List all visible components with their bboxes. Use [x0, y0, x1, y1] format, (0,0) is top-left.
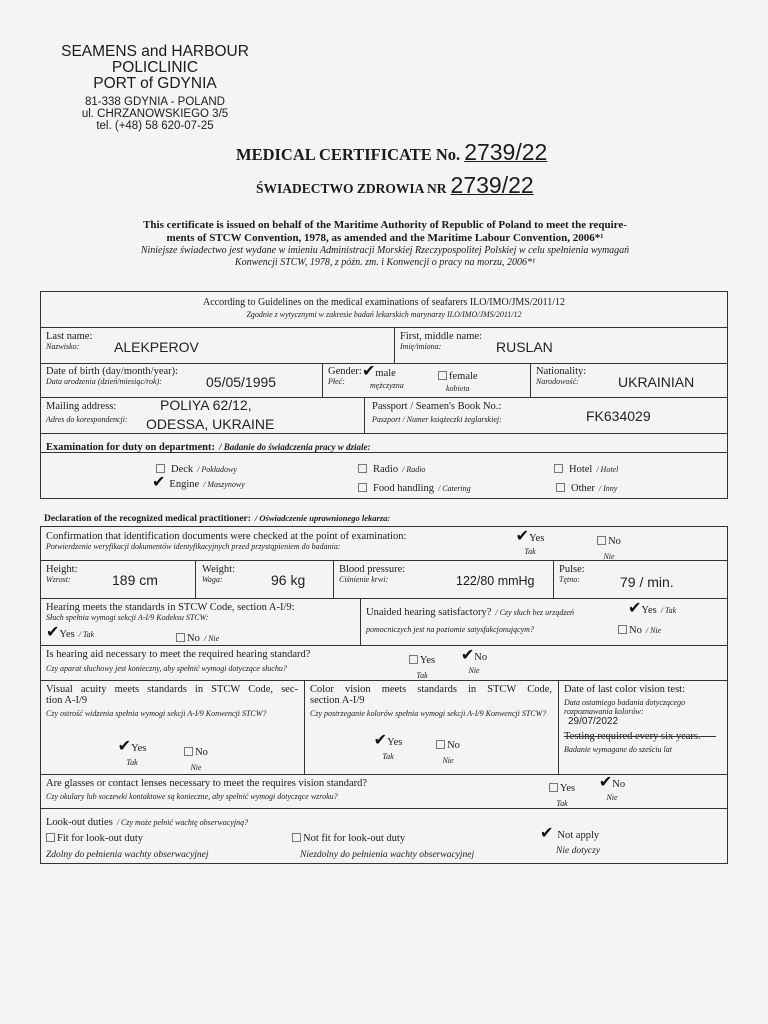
id-check-question: Confirmation that identification documents were checked at the point of examination: Potwierdzenie weryfikacji dokumentów identyfikacyjnych przed przystąpieniem do badania: — [46, 531, 407, 551]
visual-acuity-question: Visual acuity meets standards in STCW Code, sec- tion A-I/9 Czy ostrość widzenia spełnia wymogi sekcji A-I/9 Konwencji STCW? — [46, 684, 298, 718]
checkbox-icon — [292, 833, 301, 842]
dept-hotel-option[interactable]: Hotel / Hotel — [554, 459, 618, 477]
gender-female-option[interactable]: female kobieta — [438, 366, 478, 393]
department-label: Examination for duty on department: / Badanie do świadczenia pracy w dziale: — [46, 442, 371, 453]
address-line-2: ODESSA, UKRAINE — [146, 416, 275, 432]
checkbox-icon — [184, 747, 193, 756]
check-mark-icon: ✔ — [540, 823, 554, 842]
checkbox-icon — [436, 740, 445, 749]
dept-radio-option[interactable]: Radio / Radio — [358, 459, 425, 477]
clinic-header — [20, 44, 290, 132]
unaided-hearing-no[interactable]: No / Nie — [618, 620, 661, 638]
weight-value: 96 kg — [271, 572, 306, 588]
first-name-label: First, middle name: Imię/imiona: — [400, 331, 482, 351]
lookout-na-option[interactable]: ✔ Not apply Nie dotyczy — [540, 823, 601, 856]
weight-label: Weight: Waga: — [202, 564, 235, 584]
dob-label: Date of birth (day/month/year): Data urodzenia (dzień/miesiąc/rok): — [46, 366, 179, 386]
check-mark-icon: ✔ — [152, 472, 166, 491]
check-mark-icon: ✔ — [515, 526, 530, 545]
clinic-port: PORT of GDYNIA — [93, 75, 217, 92]
guidelines-en: According to Guidelines on the medical examinations of seafarers ILO/IMO/JMS/2011/12 — [202, 297, 566, 308]
address-line-1: POLIYA 62/12, — [160, 397, 252, 413]
checkbox-icon — [549, 783, 558, 792]
nationality-value: UKRAINIAN — [618, 374, 695, 390]
title-en: MEDICAL CERTIFICATE No. — [236, 145, 461, 164]
unaided-hearing-yes[interactable]: ✔Yes / Tak — [628, 598, 677, 617]
dept-food-option[interactable]: Food handling / Catering — [358, 478, 471, 496]
color-vision-no[interactable]: No Nie — [428, 735, 468, 765]
bp-label: Blood pressure: Ciśnienie krwi: — [339, 564, 406, 584]
first-name-value: RUSLAN — [496, 339, 553, 355]
lookout-label: Look-out duties / Czy może pełnić wachtę obserwacyjną? — [46, 817, 249, 828]
nationality-label: Nationality: Narodowość: — [536, 366, 587, 386]
check-mark-icon: ✔ — [628, 598, 642, 617]
bp-value: 122/80 mmHg — [456, 574, 535, 588]
id-check-no[interactable]: No Nie — [592, 531, 626, 561]
checkbox-icon — [438, 371, 447, 380]
checkbox-icon — [46, 833, 55, 842]
clinic-address-1: 81-338 GDYNIA - POLAND — [85, 96, 225, 108]
hearing-yes[interactable]: ✔Yes / Tak — [46, 622, 95, 641]
glasses-yes[interactable]: Yes Tak — [540, 778, 584, 808]
visual-acuity-no[interactable]: No Nie — [176, 742, 216, 772]
dept-engine-option[interactable]: ✔ Engine / Maszynowy — [152, 472, 245, 491]
lookout-not-fit-option[interactable]: Not fit for look-out duty Niezdolny do pełnienia wachty obserwacyjnej — [292, 828, 474, 860]
dept-deck-option[interactable]: Deck / Pokładowy — [156, 459, 237, 477]
glasses-no[interactable]: ✔No Nie — [598, 772, 626, 802]
hearing-aid-yes[interactable]: Yes Tak — [400, 650, 444, 680]
unaided-hearing-question: Unaided hearing satisfactory? / Czy słuch bez urządzeń pomocniczych jest na poziomie satysfakcjonującym? — [366, 607, 575, 634]
check-mark-icon: ✔ — [362, 361, 376, 380]
visual-acuity-yes[interactable]: ✔Yes Tak — [117, 736, 147, 767]
checkbox-icon — [176, 633, 185, 642]
color-vision-question: Color vision meets standards in STCW Code, section A-I/9 Czy postrzeganie kolorów spełnia wymogi sekcji A-I/9 Konwencji STCW? — [310, 684, 552, 718]
checkbox-icon — [556, 483, 565, 492]
intro-en-1: This certificate is issued on behalf of the Maritime Authority of Republic of Poland to meet the require- — [143, 219, 627, 231]
address-label: Mailing address: Adres do korespondencji: — [46, 401, 128, 424]
check-mark-icon: ✔ — [373, 730, 388, 749]
intro-en-2: ments of STCW Convention, 1978, as amended and the Maritime Labour Convention, 2006*¹ — [166, 232, 604, 244]
gender-label: Gender: Płeć: — [328, 366, 362, 386]
title-pl: ŚWIADECTWO ZDROWIA NR — [256, 181, 447, 196]
checkbox-icon — [358, 483, 367, 492]
certificate-number: 2739/22 — [464, 139, 548, 165]
pulse-label: Pulse: Tętno: — [559, 564, 585, 584]
check-mark-icon: ✔ — [46, 622, 60, 641]
glasses-question: Are glasses or contact lenses necessary to meet the requires vision standard? Czy okulary lub soczewki kontaktowe są konieczne, aby spełnić wymogi dotyczące wzroku? — [46, 778, 368, 801]
height-value: 189 cm — [112, 572, 158, 588]
id-check-yes[interactable]: ✔Yes Tak — [515, 526, 545, 556]
checkbox-icon — [597, 536, 606, 545]
gender-male-option[interactable]: ✔male mężczyzna — [362, 361, 404, 390]
height-label: Height: Wzrost: — [46, 564, 78, 584]
hearing-question: Hearing meets the standards in STCW Code, section A-I/9: Słuch spełnia wymogi sekcji A-I/9 Kodeksu STCW: — [46, 602, 295, 622]
certificate-title-pl — [256, 172, 534, 199]
hearing-aid-no[interactable]: ✔No Nie — [460, 645, 488, 675]
last-color-test: Date of last color vision test: Data ostatniego badania dotyczącego rozpoznawania kolorów: 29/07/2022 Testing required every six years. Badanie wymagane do sześciu lat — [564, 684, 724, 754]
pulse-value: 79 / min. — [620, 574, 674, 590]
last-name-value: ALEKPEROV — [114, 339, 199, 355]
passport-label: Passport / Seamen's Book No.: Paszport / Numer książeczki żeglarskiej: — [372, 401, 502, 424]
dob-value: 05/05/1995 — [206, 374, 277, 390]
guidelines — [40, 297, 728, 320]
hearing-no[interactable]: No / Nie — [176, 628, 219, 646]
lookout-fit-option[interactable]: Fit for look-out duty Zdolny do pełnienia wachty obserwacyjnej — [46, 833, 209, 860]
intro-text — [60, 219, 710, 269]
last-name-label: Last name: Nazwisko: — [46, 331, 93, 351]
checkbox-icon — [409, 655, 418, 664]
check-mark-icon: ✔ — [598, 772, 613, 791]
clinic-address-2: ul. CHRZANOWSKIEGO 3/5 — [81, 108, 229, 120]
checkbox-icon — [554, 464, 563, 473]
clinic-name: SEAMENS and HARBOUR POLICLINIC — [61, 43, 249, 76]
certificate-number-pl: 2739/22 — [450, 172, 534, 198]
clinic-phone: tel. (+48) 58 620-07-25 — [96, 120, 214, 132]
last-color-test-date: 29/07/2022 — [568, 716, 619, 727]
check-mark-icon: ✔ — [117, 736, 132, 755]
hearing-aid-question: Is hearing aid necessary to meet the required hearing standard? Czy aparat słuchowy jest konieczny, aby spełnić wymogi dotyczące słuchu? — [46, 649, 311, 673]
passport-value: FK634029 — [586, 408, 651, 424]
checkbox-icon — [358, 464, 367, 473]
check-mark-icon: ✔ — [460, 645, 475, 664]
color-vision-yes[interactable]: ✔Yes Tak — [373, 730, 403, 761]
checkbox-icon — [618, 625, 627, 634]
declaration-label: Declaration of the recognized medical practitioner: / Oświadczenie uprawnionego lekarza: — [44, 513, 391, 524]
intro-pl-1: Niniejsze świadectwo jest wydane w imieniu Administracji Morskiej Rzeczypospolitej Polskiej w celu spełnienia wymagań — [140, 245, 630, 256]
certificate-title — [236, 139, 547, 166]
dept-other-option[interactable]: Other / Inny — [556, 478, 617, 496]
intro-pl-2: Konwencji STCW, 1978, z późn. zm. i Konwencji o pracy na morzu, 2006*¹ — [234, 257, 536, 268]
guidelines-pl: Zgodnie z wytycznymi w zakresie badań lekarskich marynarzy ILO/IMO/JMS/2011/12 — [246, 310, 522, 319]
